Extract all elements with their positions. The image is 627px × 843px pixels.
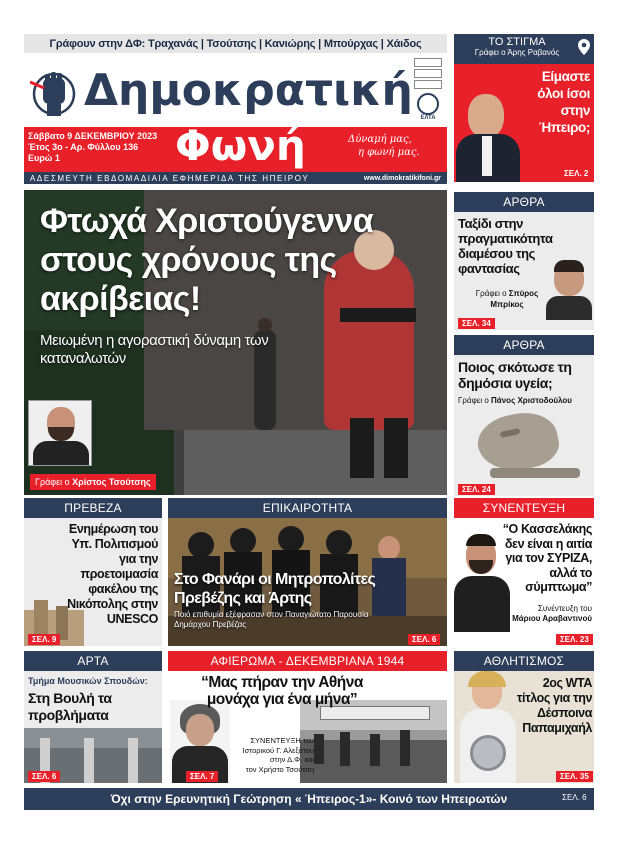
slogan: [348, 133, 420, 159]
issue-price: Ευρώ 1: [28, 153, 60, 163]
lead-byline-name: Χρίστος Τσούτσης: [72, 477, 151, 487]
arthra2-statue-photo: [470, 410, 590, 490]
stigma-page[interactable]: ΣΕΛ. 2: [564, 169, 589, 178]
afieroma-headline[interactable]: “Μας πήραν την Αθήνα μονάχα για ένα μήνα”: [201, 674, 363, 708]
preveza-page[interactable]: ΣΕΛ. 9: [28, 634, 60, 645]
footer-page[interactable]: ΣΕΛ. 6: [562, 793, 587, 802]
issue-date: Σάββατο 9 ΔΕΚΕΜΒΡΙΟΥ 2023: [28, 131, 158, 141]
stigma-author-photo: [456, 88, 520, 182]
stigma-header-box: [454, 34, 594, 64]
fist-logo: [30, 60, 82, 122]
stigma-header: ΤΟ ΣΤΙΓΜΑ: [488, 36, 546, 48]
synentefxi-byline: [508, 604, 592, 624]
arthra2-byline-name: Πάνος Χριστοδούλου: [491, 396, 572, 405]
afieroma-byline-l3: στην Δ.Φ. και: [269, 755, 314, 764]
afieroma-byline-l1: ΣΥΝΕΝΤΕΥΞΗ του: [250, 736, 314, 745]
elta-label: ΕΛΤΑ: [420, 115, 436, 121]
stigma-headline: Είμαστε όλοι ίσοι στην Ήπειρο;: [537, 69, 590, 135]
website[interactable]: www.dimokratikifoni.gr: [363, 174, 441, 182]
afieroma-header[interactable]: ΑΦΙΕΡΩΜΑ - ΔΕΚΕΜΒΡΙΑΝΑ 1944: [168, 651, 447, 671]
afieroma-byline: [234, 736, 314, 774]
lead-byline: [30, 474, 156, 490]
stigma-byline: Γράφει ο Άρης Ραβανός: [474, 48, 560, 57]
preveza-headline[interactable]: Ενημέρωση του Υπ. Πολιτισμού για την προετοιμασία φακέλου της Νικόπολης στην UNESCO: [67, 522, 158, 626]
arthra1-headline[interactable]: Ταξίδι στην πραγματικότητα διαμέσου της φαντασίας: [458, 216, 553, 276]
synentefxi-headline[interactable]: “Ο Κασσελάκης δεν είναι η αιτία για τον ΣΥΡΙΖΑ, αλλά το σύμπτωμα”: [502, 522, 592, 594]
epikairotita-page[interactable]: ΣΕΛ. 6: [408, 634, 440, 645]
arta-header[interactable]: ΑΡΤΑ: [24, 651, 162, 671]
lead-subhead: Μειωμένη η αγοραστική δύναμη των καταναλωτών: [40, 332, 269, 367]
writers-strip: [24, 34, 447, 53]
arta-headline[interactable]: Στη Βουλή τα προβλήματα: [28, 690, 112, 723]
arthra1-byline: [462, 288, 552, 310]
footer-bar[interactable]: [24, 788, 594, 810]
slogan-line2: η φωνή μας.: [358, 147, 420, 158]
epikairotita-header[interactable]: ΕΠΙΚΑΙΡΟΤΗΤΑ: [168, 498, 447, 518]
synentefxi-header[interactable]: ΣΥΝΕΝΤΕΥΞΗ: [454, 498, 594, 518]
athlitismos-headline[interactable]: 2ος WTA τίτλος για την Δέσποινα Παπαμιχαήλ: [516, 676, 592, 735]
synentefxi-page[interactable]: ΣΕΛ. 23: [556, 634, 593, 645]
arthra1-page[interactable]: ΣΕΛ. 34: [458, 318, 495, 329]
lead-headline[interactable]: Φτωχά Χριστούγεννα στους χρόνους της ακρίβειας!: [40, 202, 374, 318]
badge-stack: [414, 58, 442, 124]
arta-page[interactable]: ΣΕΛ. 6: [28, 771, 60, 782]
arthra2-page[interactable]: ΣΕΛ. 24: [458, 484, 495, 495]
epikairotita-headline[interactable]: Στο Φανάρι οι Μητροπολίτες Πρεβέζης και Άρτης: [174, 571, 376, 607]
writers-strip-text: Γράφουν στην ΔΦ: Τραχανάς | Τσούτσης | Κανιώρης | Μπούρχας | Χάιδος: [49, 37, 422, 50]
afieroma-page[interactable]: ΣΕΛ. 7: [186, 771, 218, 782]
location-pin-icon: [578, 39, 590, 55]
arthra2-header[interactable]: ΑΡΘΡΑ: [454, 335, 594, 355]
tagline-bar: [24, 172, 447, 184]
synentefxi-byline-name: Μάριου Αραβαντινού: [512, 614, 592, 623]
epikairotita-subhead: Ποιό επιθυμία εξέφρασαν στον Παναγιώτατο Παρουσία Δημάρχου Πρεβέζας: [174, 610, 369, 629]
afieroma-byline-l2: Ιστορικού Γ. Αλεξάτου: [242, 745, 314, 755]
lead-byline-prefix: Γράφει ο: [35, 477, 70, 487]
footer-text: Όχι στην Ερευνητική Γεώτρηση « Ήπειρος-1»- Κοινό των Ηπειρωτών: [110, 792, 508, 806]
slogan-line1: Δύναμή μας,: [348, 134, 412, 145]
arthra1-byline-prefix: Γράφει ο: [475, 289, 507, 298]
arthra2-headline[interactable]: Ποιος σκότωσε τη δημόσια υγεία;: [458, 359, 572, 391]
issue-number: Έτος 3ο - Αρ. Φύλλου 136: [28, 142, 139, 152]
masthead-title: Δημοκρατική: [84, 65, 413, 116]
synentefxi-byline-prefix: Συνέντευξη του: [537, 604, 592, 613]
preveza-header[interactable]: ΠΡΕΒΕΖΑ: [24, 498, 162, 518]
arthra2-byline: [458, 396, 572, 405]
afieroma-byline-l4: τον Χρήστο Τσούτση: [245, 764, 314, 774]
elta-logo: [417, 93, 439, 115]
arthra2-byline-prefix: Γράφει ο: [458, 396, 489, 405]
arthra1-byline-name: Σπύρος Μπρίκος: [490, 289, 539, 309]
afieroma-historic-photo: [300, 700, 447, 783]
lead-author-photo: [28, 400, 92, 466]
athlitismos-header[interactable]: ΑΘΛΗΤΙΣΜΟΣ: [454, 651, 594, 671]
masthead-subtitle: Φωνή: [175, 121, 306, 170]
arthra1-header[interactable]: ΑΡΘΡΑ: [454, 192, 594, 212]
athlitismos-page[interactable]: ΣΕΛ. 35: [556, 771, 593, 782]
arthra1-author-photo: [546, 258, 592, 320]
tagline: ΑΔΕΣΜΕΥΤΗ ΕΒΔΟΜΑΔΙΑΙΑ ΕΦΗΜΕΡΙΔΑ ΤΗΣ ΗΠΕΙΡΟΥ: [30, 173, 310, 183]
arta-kicker: Τμήμα Μουσικών Σπουδών:: [28, 676, 148, 686]
